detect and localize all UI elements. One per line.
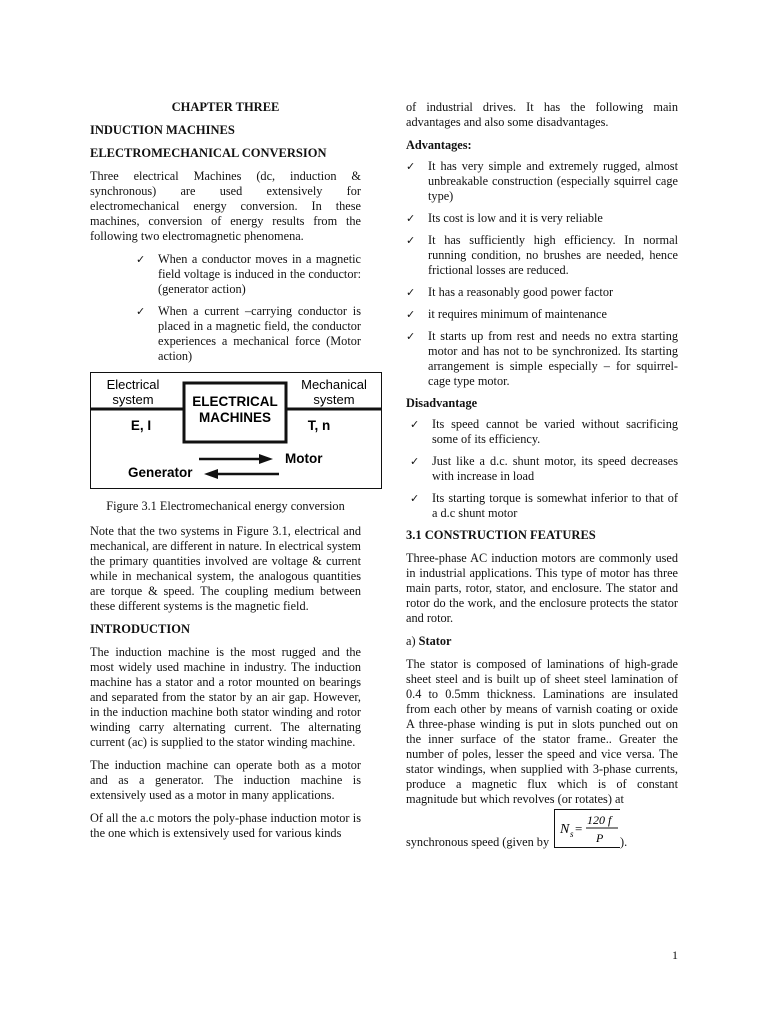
motor-label: Motor [285,451,323,466]
machine-label-2: MACHINES [198,410,272,425]
electrical-label: Electrical [106,377,160,392]
electrical-label-2: system [112,392,154,407]
sync-speed-close: ). [620,835,628,849]
list-item: ✓ Its cost is low and it is very reliable [406,211,603,225]
figure-diagram [91,373,381,488]
left-column [90,100,367,849]
checkmark-icon: ✓ [410,455,420,468]
sync-speed-text: synchronous speed (given by [406,835,550,849]
advantages-list [406,159,678,389]
advantages-heading: Advantages: [406,138,472,152]
energy-conversion-figure [90,372,382,489]
checkmark-icon: ✓ [406,330,416,343]
paragraph-systems: Note that the two systems in Figure 3.1, electrical and mechanical, are different in nature. In electrical system the primary quantities involved are voltage & current while in mechanical system, the analogous quantities are torque & speed. The coupling medium between these different systems is the magnetic field. [90,524,361,613]
formula-ns-sub: s [570,829,574,839]
checkmark-icon: ✓ [406,308,416,321]
paragraph-three-phase: Three-phase AC induction motors are commonly used in industrial applications. This type of motor has three main parts, rotor, stator, and enclosure. The stator and rotor do the work, and the enclosure protects the stator and rotor. [406,551,678,625]
paragraph-induction-machine: The induction machine is the most rugged and the most widely used machine in industry. The induction machine has a stator and a rotor mounted on bearings and separated from the stator by an air gap. However, in the induction machine both stator winding and rotor winding carry alternating current. The alternating current (ac) is supplied to the stator winding machine. [90,645,361,749]
section-heading-introduction: INTRODUCTION [90,622,191,636]
checkmark-icon: ✓ [406,234,416,247]
mechanical-label-2: system [313,392,355,407]
checkmark-icon: ✓ [410,492,420,505]
checkmark-icon: ✓ [406,212,416,225]
paragraph-polyphase: Of all the a.c motors the poly-phase induction motor is the one which is extensively used for various kinds [90,811,361,840]
checkmark-icon: ✓ [406,286,416,299]
figure-caption: Figure 3.1 Electromechanical energy conversion [106,499,345,513]
generator-label: Generator [128,465,193,480]
list-item: ✓ When a conductor moves in a magnetic field voltage is induced in the conductor: (generator action) [136,252,361,296]
list-item: ✓ It starts up from rest and needs no extra starting motor and has not to be synchronized. Its starting arrangement is simple especially – for squirrel-cage type motor. [406,329,678,388]
stator-heading [406,634,678,649]
generator-arrowhead [204,469,218,479]
right-column [406,100,678,853]
mechanical-quantities: T, n [307,418,331,433]
checkmark-icon: ✓ [136,305,146,318]
chapter-title: CHAPTER THREE [171,100,280,114]
list-item: ✓ Its starting torque is somewhat inferior to that of a d.c shunt motor [410,491,678,520]
disadvantages-list [406,417,678,521]
paragraph-motor-generator: The induction machine can operate both as a motor and as a generator. The induction machine is extensively used as a motor in many applications. [90,758,361,802]
checkmark-icon: ✓ [136,253,146,266]
mechanical-label: Mechanical [301,377,367,392]
paragraph-industrial-drives: of industrial drives. It has the following main advantages and also some disadvantages. [406,100,678,129]
phenomena-list [90,252,361,364]
list-item: ✓ Just like a d.c. shunt motor, its speed decreases with increase in load [410,454,678,483]
stator-prefix: a) [406,634,416,648]
list-item: ✓ Its speed cannot be varied without sacrificing some of its efficiency. [410,417,678,446]
electrical-quantities: E, I [130,418,152,433]
formula-ns: N [560,822,570,837]
paragraph-intro: Three electrical Machines (dc, induction & synchronous) are used extensively for electromechanical energy conversion. In these machines, conversion of energy results from the following two electromagnetic phenomena. [90,169,361,243]
formula-equals: = [575,821,583,836]
page-number: 1 [672,948,678,962]
list-item: ✓ It has a reasonably good power factor [406,285,614,299]
formula-box [554,809,620,848]
list-item: ✓ When a current –carrying conductor is placed in a magnetic field, the conductor experiences a mechanical force (Motor action) [136,304,361,363]
list-item: ✓ It has sufficiently high efficiency. In normal running condition, no brushes are needed, hence frictional losses are reduced. [406,233,678,277]
sync-speed-formula [555,810,621,848]
formula-denominator: P [596,831,604,845]
section-heading-electromechanical-conversion: ELECTROMECHANICAL CONVERSION [90,146,327,160]
section-heading-induction-machines: INDUCTION MACHINES [90,123,235,137]
checkmark-icon: ✓ [406,160,416,173]
list-item: ✓ It has very simple and extremely rugged, almost unbreakable construction (especially squirrel cage type) [406,159,678,203]
motor-arrowhead [259,454,273,464]
paragraph-stator: The stator is composed of laminations of high-grade sheet steel and is built up of sheet steel lamination of 0.4 to 0.5mm thickness. Laminations are insulated from each other by means of varnish coating or oxide A three-phase winding is put in slots punched out on the inner surface of the stator frame.. Greater the number of poles, lesser the speed and vice versa. The stator windings, when supplied with 3-phase currents, produce a magnetic flux which is of constant magnitude but which revolves (or rotates) at [406,657,678,806]
stator-heading-text: Stator [418,634,452,648]
section-heading-construction: 3.1 CONSTRUCTION FEATURES [406,528,596,542]
formula-numerator: 120 f [587,813,612,827]
disadvantages-heading: Disadvantage [406,396,478,410]
machine-label: ELECTRICAL [192,394,278,409]
checkmark-icon: ✓ [410,418,420,431]
list-item: ✓ it requires minimum of maintenance [406,307,607,321]
synchronous-speed-line [406,809,678,853]
